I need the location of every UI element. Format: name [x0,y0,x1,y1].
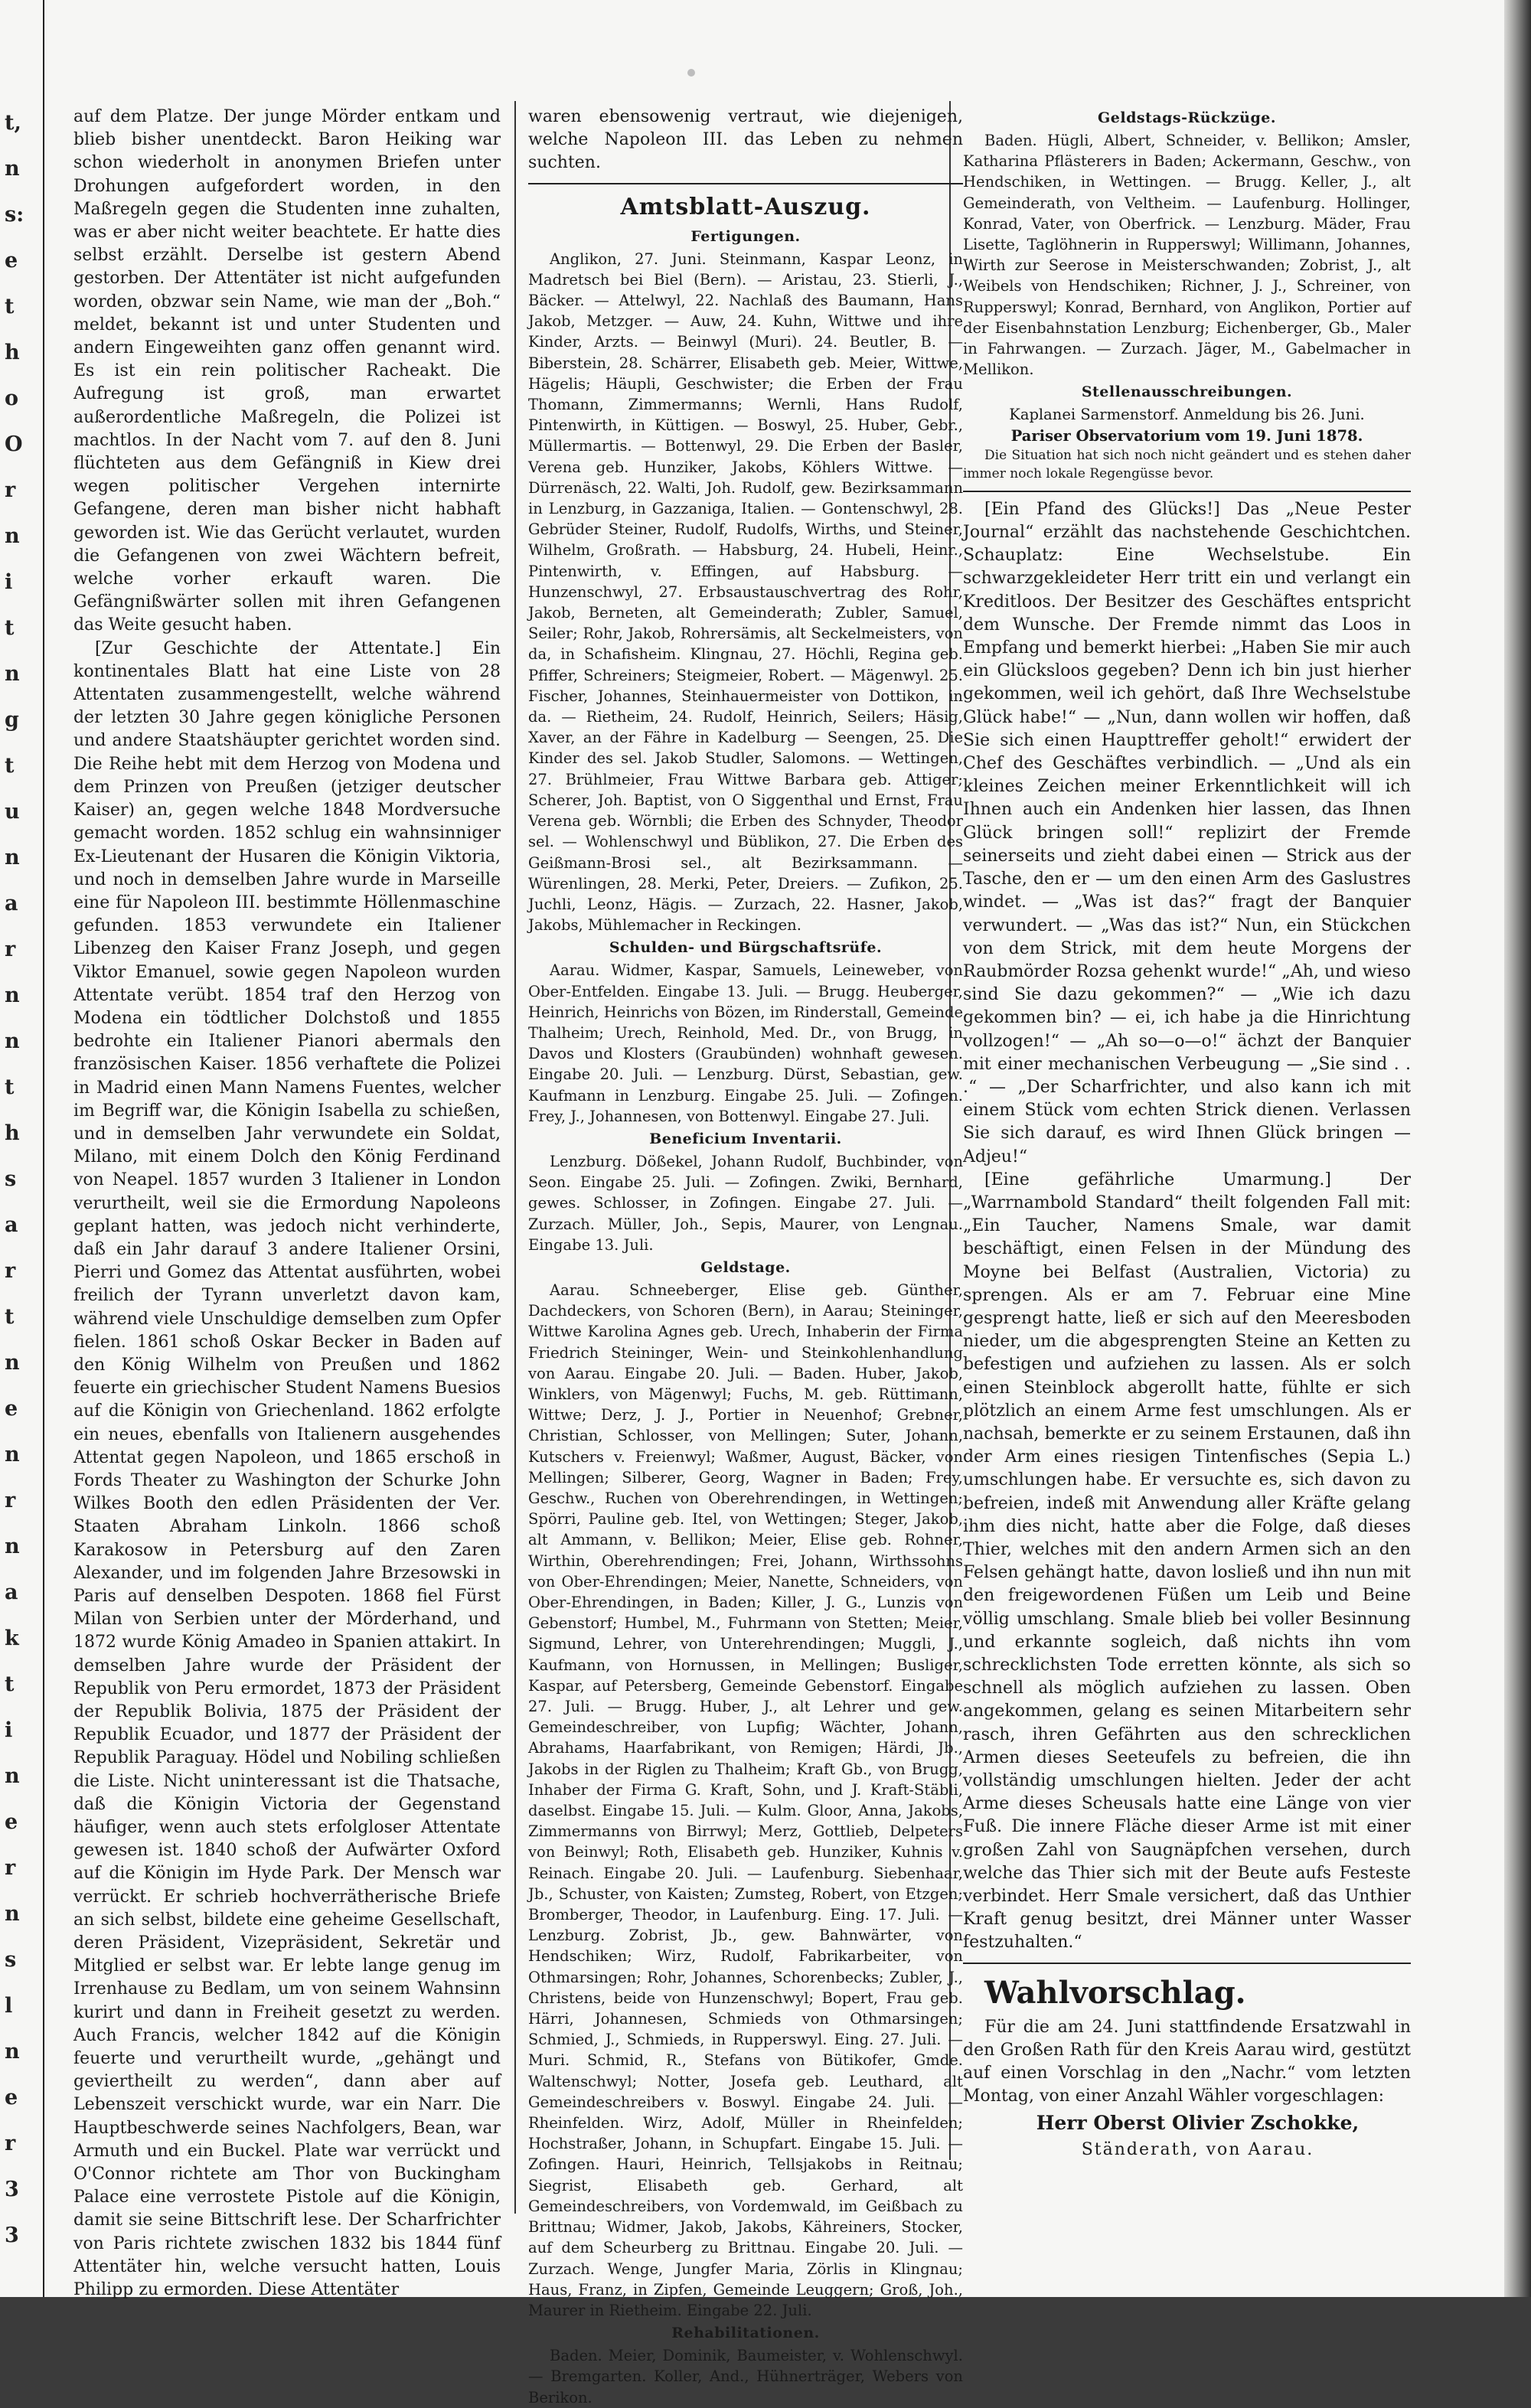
divider [528,183,963,184]
wahlvorschlag-title: Wahlvorschlag. [984,1974,1246,2011]
prev-fragment: n [5,524,20,548]
previous-page-strip [0,0,44,2297]
prev-fragment: a [5,892,18,915]
divider [963,1963,1411,1964]
prev-fragment: e [5,1397,18,1421]
column-3 [963,106,1411,2272]
section-heading-geldstags-rueckzuege: Geldstags-Rückzüge. [1098,109,1276,126]
prev-fragment: n [5,1029,20,1053]
binding-hole [687,69,695,77]
section-heading-fertigungen: Fertigungen. [690,227,801,245]
section-heading-geldstage: Geldstage. [700,1258,791,1276]
prev-fragment: u [5,800,20,824]
prev-fragment: g [5,708,19,732]
story-pfand-des-gluecks: [Ein Pfand des Glücks!] Das „Neue Pester Journal“ erzählt das nachstehende Geschichtchen. Schauplatz: Eine Wechselstube. Ein schwarzgekleideter Herr tritt ein und verlangt ein Kreditloos. Der Besitzer des Geschäftes entspricht dem Wunsche. Der Fremde nimmt das Loos in Empfang und bemerkt hierbei: „Haben Sie mir auch ein Glücksloos gegeben? Denn ich bin just hierher gekommen, weil ich gehört, daß Ihre Wechselstube Glück habe!“ — „Nun, dann wollen wir hoffen, daß Sie sich einen Haupttreffer geholt!“ erwidert der Chef des Geschäftes verbindlich. — „Und als ein kleines Zeichen meiner Erkenntlichkeit will ich Ihnen auch ein Andenken hier lassen, das Ihnen Glück bringen soll!“ replizirt der Fremde seinerseits und zieht dabei einen — Strick aus der Tasche, den er — um den einen Arm des Gaslustres windet. — „Was ist das?“ fragt der Banquier verwundert. — „Was das ist?“ Nun, ein Stückchen von dem Strick, mit dem heute Morgens der Raubmörder Rozsa gehenkt wurde!“ „Ah, und wieso sind Sie dazu gekommen?“ — „Wie ich dazu gekommen bin? — ei, ich habe ja die Hinrichtung vollzogen!“ — „Ah so—o—o!“ ächzt der Banquier mit einer mechanischen Verbeugung — „Sie sind . . .“ — „Der Scharfrichter, und also kann ich mit einem Stück vom echten Strick dienen. Verlassen Sie sich darauf, es wird Ihnen Glück bringen — Adjeu!“ [963,499,1411,1166]
prev-fragment: r [5,938,16,961]
section-text-rehabilitationen: Baden. Meier, Dominik, Baumeister, v. Wohlenschwyl. — Bremgarten. Koller, And., Hühnerträger, Webers von Berikon. [528,2347,963,2406]
article-paragraph: auf dem Platze. Der junge Mörder entkam und blieb bisher unentdeckt. Baron Heiking war schon wiederholt in anonymen Briefen unter Drohungen aufgefordert worden, in den Maßregeln gegen die Studenten inne zuhalten, was er aber nicht weiter beachtete. Er hatte dies selbst erzählt. Derselbe ist gestern Abend gestorben. Der Attentäter ist nicht aufgefunden worden, obzwar sein Name, wie man der „Boh.“ meldet, bekannt ist und unter Studenten und andern Eingeweihten ganz offen genannt wird. Es ist ein rein politischer Racheakt. Die Aufregung ist groß, man erwartet außerordentliche Maßregeln, die Polizei ist machtlos. In der Nacht vom 7. auf den 8. Juni flüchteten aus dem Gefängniß in Kiew drei wegen politischer Vergehen internirte Gefangene, deren man bisher nicht habhaft geworden ist. Wie das Gerücht verlautet, wurden die Gefangenen von zwei Wächtern befreit, welche vorher erkauft waren. Die Gefängnißwärter sollen mit ihren Gefangenen das Weite gesucht haben. [73,107,501,635]
observatorium-heading: Pariser Observatorium vom 19. Juni 1878. [1010,426,1363,445]
candidate-title: Ständerath, von Aarau. [1081,2140,1314,2160]
prev-fragment: h [5,341,20,364]
prev-fragment: e [5,1810,18,1834]
prev-fragment: r [5,2132,16,2155]
prev-fragment: a [5,1213,18,1237]
prev-fragment: t, [5,111,21,135]
amtsblatt-title: Amtsblatt-Auszug. [620,193,871,220]
observatorium-note: Die Situation hat sich noch nicht geändert und es stehen daher immer noch lokale Regengüsse bevor. [963,447,1411,481]
prev-fragment: 3 [5,2224,19,2247]
section-heading-rehabilitationen: Rehabilitationen. [671,2325,820,2342]
prev-fragment: i [5,570,13,594]
prev-fragment: n [5,984,20,1007]
prev-fragment: s [5,1948,17,1972]
section-heading-beneficium: Beneficium Inventarii. [649,1130,842,1147]
article-attentate: [Zur Geschichte der Attentate.] Ein kontinentales Blatt hat eine Liste von 28 Attentaten zusammengestellt, welche während der letzten 30 Jahre gegen königliche Personen und andere Staatshäupter gerichtet worden sind. Die Reihe hebt mit dem Herzog von Modena und dem Prinzen von Preußen (jetziger deutscher Kaiser) an, gegen welche 1848 Mordversuche gemacht worden. 1852 schlug ein wahnsinniger Ex-Lieutenant der Husaren die Königin Viktoria, und noch in demselben Jahre wurde in Marseille eine für Napoleon III. bestimmte Höllenmaschine gefunden. 1853 verwundete ein Italiener Libenzeg den Kaiser Franz Joseph, und gegen Viktor Emanuel, sowie gegen Napoleon wurden Attentate verübt. 1854 traf den Herzog von Modena ein tödtlicher Dolchstoß und 1855 bedrohte ein Italiener Pianori abermals den französischen Kaiser. 1856 verhaftete die Polizei in Madrid einen Mann Namens Fuentes, welcher im Begriff war, die Königin Isabella zu schießen, und in demselben Jahr verwundete ein Soldat, Milano, mit einem Dolch den König Ferdinand von Neapel. 1857 wurden 3 Italiener in London verurtheilt, weil sie die Ermordung Napoleons geplant hatten, was jedoch nicht verhinderte, daß ein Jahr darauf 3 andere Italiener Orsini, Pierri und Gomez das Attentat ausführten, wobei freilich der Tyrann unverletzt davon kam, während viele Unschuldige demselben zum Opfer fielen. 1861 schoß Oskar Becker in Baden auf den König Wilhelm von Preußen und 1862 feuerte ein griechischer Student Namens Buesios auf die Königin von Griechenland. 1862 erfolgte ein neues, ebenfalls von Italienern ausgehendes Attentat gegen Napoleon, und 1865 erschoß in Fords Theater zu Washington der Schurke John Wilkes Booth den edlen Präsidenten der Ver. Staaten Abraham Linkoln. 1866 schoß Karakosow in Petersburg auf den Zaren Alexander, und im folgenden Jahre Brzesowski in Paris auf denselben Despoten. 1868 fiel Fürst Milan von Serbien unter der Mörderhand, und 1872 wurde König Amadeo in Spanien attakirt. In demselben Jahre wurde der Präsident der Republik von Peru ermordet, 1873 der Präsident der Republik Bolivia, 1875 der Präsident der Republik Ecuador, und 1877 der Präsident der Republik Paraguay. Hödel und Nobiling schließen die Liste. Nicht uninteressant ist die Thatsache, daß die Königin Victoria der Gegenstand häufiger, wenn auch stets erfolgloser Attentate gewesen ist. 1840 schoß der Aufwärter Oxford auf die Königin im Hyde Park. Der Mensch war verrückt. Er schrieb hochverrätherische Briefe an sich selbst, bildete eine geheime Gesellschaft, deren Präsident, Vizepräsident, Sekretär und Mitglied er selbst war. Er lebte lange genug im Irrenhause zu Bedlam, um von seinem Wahnsinn kurirt und dann in Freiheit gesetzt zu werden. Auch Francis, welcher 1842 auf die Königin feuerte und verurtheilt wurde, „gehängt und geviertheilt zu werden“, dann aber auf Lebenszeit verschickt wurde, war ein Narr. Die Hauptbeschwerde seines Nachfolgers, Bean, war Armuth und ein Buckel. Plate war verrückt und O'Connor richtete am Thor von Buckingham Palace eine verrostete Pistole auf die Königin, damit sie seine Bittschrift lese. Der Scharfrichter von Paris richtete zwischen 1832 bis 1844 fünf Attentäter hin, welche versucht hatten, Louis Philipp zu ermorden. Diese Attentäter [73,638,501,2300]
prev-fragment: n [5,1351,20,1375]
section-text-fertigungen: Anglikon, 27. Juni. Steinmann, Kaspar Leonz, in Madretsch bei Biel (Bern). — Aristau, 23. Stierli, J., Bäcker. — Attelwyl, 22. Nachlaß des Baumann, Hans Jakob, Metzger. — Auw, 24. Kuhn, Wittwe und ihre Kinder, Arzts. — Beinwyl (Muri). 24. Beutler, B. — Biberstein, 28. Schärrer, Elisabeth geb. Meier, Wittwe, Hägelis; Häupli, Geschwister; die Erben der Frau Thomann, Zimmermanns; Wernli, Hans Rudolf, Pintenwirth, in Küttigen. — Boswyl, 25. Huber, Gebr., Müllermartis. — Bottenwyl, 29. Die Erben der Basler, Verena geb. Hunziker, Jakobs, Köhlers Wittwe. — Dürrenäsch, 22. Walti, Joh. Rudolf, gew. Bezirksammann in Lenzburg, in Gazzaniga, Italien. — Gontenschwyl, 28. Gebrüder Steiner, Rudolf, Rudolfs, Wirths, und Steiner, Wilhelm, Großrath. — Habsburg, 24. Hubeli, Heinr., Pintenwirth, v. Effingen, auf Habsburg. — Hunzenschwyl, 27. Erbsaustauschvertrag des Rohr, Jakob, Berneten, alt Gemeinderath; Zubler, Samuel, Seiler; Rohr, Jakob, Rohrersämis, alt Seckelmeisters, von da, in Schafisheim. Klingnau, 27. Höchli, Regina geb. Pfiffer, Schreiners; Steigmeier, Robert. — Mägenwyl. 25. Fischer, Johannes, Steinhauermeister von Dottikon, in da. — Rietheim, 24. Rudolf, Heinrich, Seilers; Häsig, Xaver, an der Fähre in Kadelburg — Seengen, 25. Die Kinder des sel. Jakob Studler, Salomons. — Wettingen, 27. Brühlmeier, Frau Wittwe Barbara geb. Attiger; Scherer, Joh. Baptist, von O Siggenthal und Ernst, Frau Verena geb. Wörnbli; die Erben des Schnyder, Theodor sel. — Wohlenschwyl und Büblikon, 27. Die Erben des Geißmann-Brosi sel., alt Bezirksammann. — Würenlingen, 28. Merki, Peter, Dreiers. — Zufikon, 25. Juchli, Leonz, Hägis. — Zurzach, 22. Hasner, Jakob, Jakobs, Mühlemacher in Reckingen. [528,250,963,935]
prev-fragment: n [5,1902,20,1926]
page-edge [1504,0,1531,2297]
prev-fragment: e [5,2086,18,2109]
story-gefaehrliche-umarmung: [Eine gefährliche Umarmung.] Der „Warrnambold Standard“ theilt folgenden Fall mit: „Ein Taucher, Namens Smale, war damit beschäftigt, einen Felsen in der Mündung des Moyne bei Belfast (Australien, Victoria) zu sprengen. Als er am 7. Februar eine Mine gesprengt hatte, ließ er sich auf den Meeresboden nieder, um die abgesprengten Steine an Ketten zu befestigen und aufziehen zu lassen. Als er solch einen Steinblock abgerollt hatte, fühlte er sich plötzlich an einem Arme fest umschlungen. Als er nachsah, bemerkte er zu seinem Erstaunen, daß ihn der Arm eines riesigen Tintenfisches (Sepia L.) umschlungen habe. Er versuchte es, sich davon zu befreien, indeß mit Anwendung aller Kräfte gelang ihm dies nicht, hatte aber die Folge, daß dieses Thier, welches mit den andern Armen sich an den Felsen gehängt hatte, davon losließ und ihn nun mit den freigewordenen Füßen um Leib und Beine völlig umschlang. Smale blieb bei voller Besinnung und erkannte sogleich, daß nichts ihn vom schrecklichsten Tode erretten könnte, als sich so schnell als möglich aufziehen zu lassen. Oben angekommen, gelang es seinen Mitarbeitern sehr rasch, ihren Gefährten aus den schrecklichen Armen dieses Seeteufels zu befreien, die ihn vollständig umschlungen hielten. Jeder der acht Arme dieses Scheusals hatte eine Länge von vier Fuß. Die innere Fläche dieser Arme ist mit einer großen Zahl von Saugnäpfchen versehen, durch welche das Thier sich mit der Beute aufs Festeste verbindet. Herr Smale versichert, daß das Unthier Kraft genug besitzt, drei Männer unter Wasser festzuhalten.“ [963,1170,1411,1953]
section-text-stellen: Kaplanei Sarmenstorf. Anmeldung bis 26. Juni. [1009,406,1365,424]
prev-fragment: t [5,1305,15,1329]
section-text-geldstags-rueckzuege: Baden. Hügli, Albert, Schneider, v. Bellikon; Amsler, Katharina Pflästerers in Baden; Ackermann, Geschw., von Hendschiken, in Wettingen. — Brugg. Keller, J., alt Gemeinderath, von Veltheim. — Laufenburg. Hollinger, Konrad, Vater, von Oberfrick. — Lenzburg. Mäder, Frau Lisette, Taglöhnerin in Rupperswyl; Willimann, Johannes, Wirth zur Seerose in Meisterschwanden; Zobrist, J., alt Weibels von Hendschiken; Richner, J. J., Schreiner, von Rupperswyl; Konrad, Bernhard, von Anglikon, Portier auf der Eisenbahnstation Lenzburg; Eichenberger, Gb., Maler in Fahrwangen. — Zurzach. Jäger, M., Gabelmacher in Mellikon. [963,132,1411,379]
prev-fragment: t [5,1075,15,1099]
prev-fragment: n [5,1443,20,1467]
prev-fragment: O [5,432,23,456]
prev-fragment: o [5,387,19,410]
prev-fragment: n [5,2040,20,2064]
article-continuation: waren ebensowenig vertraut, wie diejenigen, welche Napoleon III. das Leben zu nehmen suchten. [528,107,963,173]
prev-fragment: n [5,1535,20,1558]
prev-fragment: s: [5,203,24,227]
section-text-schulden: Aarau. Widmer, Kaspar, Samuels, Leineweber, von Ober-Entfelden. Eingabe 13. Juli. — Brugg. Heuberger, Heinrich, Heinrichs von Bözen, im Rinderstall, Gemeinde Thalheim; Urech, Reinhold, Med. Dr., von Brugg, in Davos und Klosters (Graubünden) wohnhaft gewesen. Eingabe 20. Juli. — Lenzburg. Dürst, Sebastian, gew. Kaufmann in Lenzburg. Eingabe 25. Juli. — Zofingen. Frey, J., Johannesen, von Bottenwyl. Eingabe 27. Juli. [528,961,963,1125]
prev-fragment: t [5,754,15,778]
prev-fragment: r [5,1259,16,1283]
prev-fragment: a [5,1581,18,1604]
section-heading-stellen: Stellenausschreibungen. [1081,383,1293,401]
prev-fragment: s [5,1167,17,1191]
column-rule-1 [514,101,516,2214]
section-heading-schulden: Schulden- und Bürgschaftsrüfe. [609,939,883,957]
prev-fragment: i [5,1718,13,1742]
prev-fragment: n [5,846,20,870]
section-text-beneficium: Lenzburg. Dößekel, Johann Rudolf, Buchbinder, von Seon. Eingabe 25. Juli. — Zofingen. Zwiki, Bernhard, gewes. Schlosser, in Zofingen. Eingabe 27. Juli. — Zurzach. Müller, Joh., Sepis, Maurer, von Lengnau. Eingabe 13. Juli. [528,1152,963,1254]
column-1 [73,106,501,2300]
prev-fragment: t [5,1672,15,1696]
candidate-name: Herr Oberst Olivier Zschokke, [1036,2112,1360,2135]
section-text-geldstage: Aarau. Schneeberger, Elise geb. Günther, Dachdeckers, von Schoren (Bern), in Aarau; Steininger, Wittwe Karolina Agnes geb. Urech, Inhaberin der Firma Friedrich Steininger, Wein- und Steinkohlenhandlung von Aarau. Eingabe 20. Juli. — Baden. Huber, Jakob, Winklers, von Mägenwyl; Fuchs, M. geb. Rüttimann, Wittwe; Derz, J. J., Portier in Neuenhof; Grebner, Christian, Schlosser, von Mellingen; Suter, Johann, Kutschers v. Freienwyl; Waßmer, August, Bäcker, von Mellingen; Silberer, Georg, Wagner in Baden; Frey, Geschw., Ruchen von Oberehrendingen, in Wettingen; Spörri, Pauline geb. Itel, von Wettingen; Steger, Jakob, alt Ammann, v. Bellikon; Meier, Elise geb. Rohner, Wirthin, Oberehrendingen; Frei, Johann, Wirthssohns von Ober-Ehrendingen; Meier, Nanette, Schneiders, von Ober-Ehrendingen, in Baden; Killer, J. G., Lunzis von Gebenstorf; Humbel, M., Fuhrmann von Stetten; Meier, Sigmund, Lehrer, von Unterehrendingen; Muggli, J., Kaufmann, von Hornussen, in Mellingen; Busliger, Kaspar, auf Petersberg, Gemeinde Gebenstorf. Eingabe 27. Juli. — Brugg. Huber, J., alt Lehrer und gew. Gemeindeschreiber, von Lupfig; Wächter, Johann, Abrahams, Haarfabrikant, von Remigen; Härdi, Jb., Jakobs in der Riglen zu Thalheim; Kraft Gb., von Brugg, Inhaber der Firma G. Kraft, Sohn, und J. Kraft-Stäbli, daselbst. Eingabe 15. Juli. — Kulm. Gloor, Anna, Jakobs, Zimmermanns von Birrwyl; Merz, Gottlieb, Delpeters von Beinwyl; Roth, Elisabeth geb. Hunziker, Kuhnis v. Reinach. Eingabe 20. Juli. — Laufenburg. Siebenhaar, Jb., Schuster, von Kaisten; Zumsteg, Robert, von Etzgen; Bromberger, Theodor, in Laufenburg. Eing. 17. Juli. — Lenzburg. Zobrist, Jb., gew. Bahnwärter, von Hendschiken; Wirz, Rudolf, Fabrikarbeiter, von Othmarsingen; Rohr, Johannes, Schorenbecks; Zubler, J., Christens, beide von Hunzenschwyl; Bopert, Frau geb. Härri, Johannesen, Schmieds von Othmarsingen; Schmied, J., Schmieds, in Rupperswyl. Eing. 27. Juli. — Muri. Schmid, R., Stefans von Bütikofer, Gmde. Waltenschwyl; Notter, Josefa geb. Leuthard, alt Gemeindeschreibers v. Boswyl. Eingabe 24. Juli. — Rheinfelden. Wirz, Adolf, Müller in Rheinfelden; Hochstraßer, Johann, in Schupfart. Eingabe 15. Juli. — Zofingen. Hauri, Heinrich, Tellsjakobs in Reitnau; Siegrist, Elisabeth geb. Gerhard, alt Gemeindeschreibers, von Vordemwald, im Geißbach zu Brittnau; Widmer, Jakob, Jakobs, Kähreiners, Stocker, auf dem Scheurberg zu Brittnau. Eingabe 20. Juli. — Zurzach. Wenge, Jungfer Maria, Zörlis in Klingnau; Haus, Franz, in Zipfen, Gemeinde Leuggern; Groß, Joh., Maurer in Rietheim. Eingabe 22. Juli. [528,1281,963,2319]
prev-fragment: n [5,157,20,181]
prev-fragment: r [5,1489,16,1512]
prev-fragment: r [5,1856,16,1880]
column-2 [528,106,963,2406]
wahlvorschlag-text: Für die am 24. Juni stattfindende Ersatzwahl in den Großen Rath für den Kreis Aarau wird, gestützt auf einen Vorschlag in den „Nachr.“ vom letzten Montag, von einer Anzahl Wähler vorgeschlagen: [963,2017,1411,2106]
prev-fragment: h [5,1121,20,1145]
prev-fragment: t [5,295,15,318]
prev-fragment: r [5,478,16,502]
prev-fragment: e [5,249,18,272]
prev-fragment: k [5,1627,19,1650]
prev-fragment: t [5,616,15,640]
prev-fragment: l [5,1994,13,2018]
divider [963,491,1411,492]
prev-fragment: n [5,662,20,686]
prev-fragment: n [5,1764,20,1788]
prev-fragment: 3 [5,2178,19,2201]
